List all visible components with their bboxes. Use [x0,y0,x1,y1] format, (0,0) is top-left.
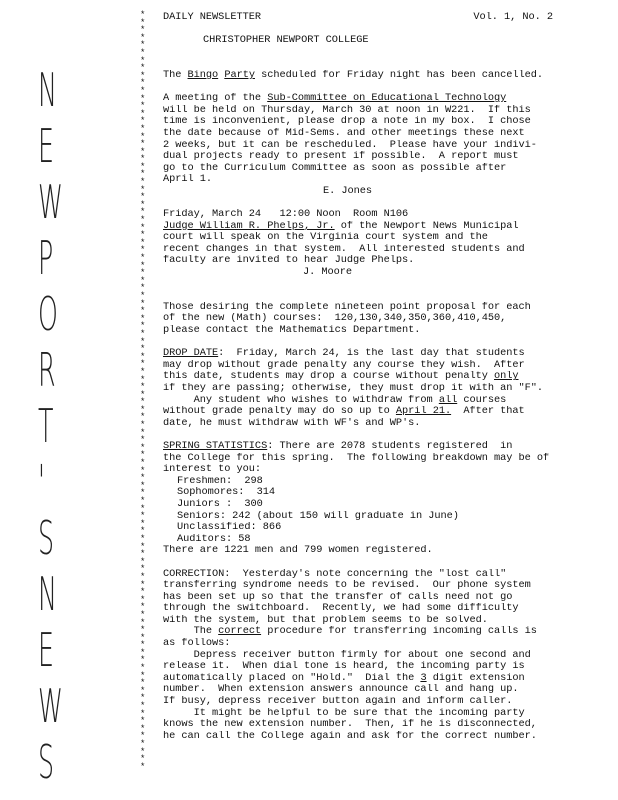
newsletter-body [163,12,603,742]
stats-item: Juniors : 300 [177,498,263,510]
margin-asterisk: * [140,754,146,765]
side-title-letter: W [38,679,64,733]
margin-asterisk: * [140,533,146,544]
margin-asterisk: * [140,237,146,248]
margin-asterisk: * [140,465,146,476]
side-title-letter: W [38,175,64,229]
margin-asterisk: * [140,131,146,142]
margin-asterisk: * [140,564,146,575]
margin-asterisk: * [140,139,146,150]
margin-asterisk: * [140,739,146,749]
stats-item: Auditors: 58 [177,533,251,545]
margin-asterisk: * [140,587,146,598]
margin-asterisk: * [140,625,146,636]
margin-asterisk: * [140,184,146,195]
margin-asterisk: * [140,640,146,651]
side-title-letter: P [38,231,54,285]
margin-asterisk: * [140,609,146,620]
side-title-letter: ' [38,455,45,509]
margin-asterisk: * [140,670,146,681]
margin-asterisk: * [140,723,146,734]
margin-asterisk: * [140,412,146,423]
side-title-letter: E [38,119,54,173]
margin-asterisk: * [140,313,146,324]
meeting-signature: E. Jones [323,185,373,197]
margin-asterisk: * [140,761,146,772]
side-title-letter: O [38,287,58,341]
margin-asterisk: * [140,678,146,689]
margin-asterisk: * [140,85,146,96]
margin-asterisk: * [140,397,146,408]
side-title-letter: N [38,63,57,117]
side-title-letter: R [38,343,56,397]
margin-asterisk: * [140,93,146,104]
spring-statistics: SPRING STATISTICS: There are 2078 students registered in the College for this spring. The following breakdown may be of interest to you: Freshmen: 298 Sophomores: 314 Juniors : 300 Seniors: 242 (about 150 will graduate in June) Unclassified: 866 Auditors: 58 There are 1221 men and 799 women registered. [163,441,603,557]
margin-asterisk: * [140,602,146,613]
margin-asterisk: * [140,420,146,431]
margin-asterisk: * [140,404,146,415]
margin-asterisk: * [140,647,146,658]
margin-asterisk: * [140,655,146,666]
margin-asterisk: * [140,199,146,210]
margin-asterisk: * [140,731,146,742]
margin-asterisk: * [140,556,146,567]
margin-asterisk: * [140,450,146,461]
stats-item: Seniors: 242 (about 150 will graduate in June) [177,510,459,522]
volume-number: Vol. 1, No. 2 [473,12,553,23]
margin-asterisk: * [140,442,146,453]
margin-asterisk: * [140,154,146,165]
margin-asterisk: * [140,55,146,66]
margin-asterisk: * [140,549,146,560]
margin-asterisk: * [140,161,146,172]
margin-asterisk: * [140,146,146,157]
margin-asterisk: * [140,169,146,180]
margin-asterisk: * [140,215,146,226]
margin-asterisk: * [140,496,146,506]
margin-asterisk: * [140,663,146,674]
side-title-letter: S [38,735,55,789]
margin-asterisk: * [140,351,146,362]
margin-asterisk-column [140,12,150,771]
margin-asterisk: * [140,283,146,294]
margin-asterisk: * [140,359,146,370]
side-title-letter: T [38,399,54,453]
side-title-letter: N [38,567,57,621]
margin-asterisk: * [140,321,146,332]
margin-asterisk: * [140,579,146,590]
margin-asterisk: * [140,571,146,582]
margin-asterisk: * [140,693,146,704]
margin-asterisk: * [140,617,146,628]
margin-asterisk: * [140,101,146,112]
margin-asterisk: * [140,78,146,89]
stats-item: Freshmen: 298 [177,475,263,487]
phelps-signature: J. Moore [303,267,353,279]
side-title-letter: S [38,511,55,565]
margin-asterisk: * [140,435,146,446]
margin-asterisk: * [140,32,146,43]
margin-asterisk: * [140,306,146,317]
margin-asterisk: * [140,632,146,643]
margin-asterisk: * [140,253,146,263]
margin-asterisk: * [140,685,146,696]
margin-asterisk: * [140,488,146,499]
margin-asterisk: * [140,511,146,522]
margin-asterisk: * [140,116,146,127]
margin-asterisk: * [140,260,146,271]
margin-asterisk: * [140,503,146,514]
margin-asterisk: * [140,230,146,241]
margin-asterisk: * [140,708,146,719]
margin-asterisk: * [140,344,146,355]
newsletter-name: DAILY NEWSLETTER [163,12,262,23]
margin-asterisk: * [140,290,146,301]
math-notice: Those desiring the complete nineteen point proposal for each of the new (Math) courses: 120,130,340,350,360,410,450, please contact the Mathematics Department. [163,301,531,337]
stats-item: Sophomores: 314 [177,487,276,499]
meeting-notice: A meeting of the Sub-Committee on Educational Technology will be held on Thursday, March 30 at noon in W221. If this time is inconvenient, please drop a note in my box. I chose the date because of Mid-Sems. and other meetings these next 2 weeks, but it can be rescheduled. Please have your indivi- dual projects ready to present if possible. A report must go to the Curriculum Committee as soon as possible after April 1. E. Jones [163,93,603,197]
margin-asterisk: * [140,701,146,712]
margin-asterisk: * [140,366,146,377]
margin-asterisk: * [140,222,146,233]
margin-asterisk: * [140,716,146,727]
margin-asterisk: * [140,541,146,552]
margin-asterisk: * [140,25,146,36]
margin-asterisk: * [140,17,146,28]
margin-asterisk: * [140,518,146,529]
margin-asterisk: * [140,427,146,438]
margin-asterisk: * [140,594,146,605]
margin-asterisk: * [140,374,146,385]
side-title-letter: E [38,623,54,677]
margin-asterisk: * [140,47,146,58]
margin-asterisk: * [140,298,146,309]
judge-phelps-notice: Friday, March 24 12:00 Noon Room N106 Judge William R. Phelps, Jr. of the Newport News Municipal court will speak on the Virginia court system and the recent changes in that system. All interested students and faculty are invited to hear Judge Phelps. J. Moore [163,209,603,279]
margin-asterisk: * [140,458,146,469]
margin-asterisk: * [140,268,146,279]
margin-asterisk: * [140,389,146,400]
margin-asterisk: * [140,40,146,51]
college-name: CHRISTOPHER NEWPORT COLLEGE [203,35,369,47]
margin-asterisk: * [140,275,146,286]
margin-asterisk: * [140,177,146,188]
margin-asterisk: * [140,526,146,537]
margin-asterisk: * [140,207,146,218]
margin-asterisk: * [140,70,146,81]
margin-asterisk: * [140,192,146,203]
margin-asterisk: * [140,123,146,134]
side-title-newports-news [38,62,98,790]
masthead-row [163,12,553,24]
margin-asterisk: * [140,10,146,20]
margin-asterisk: * [140,473,146,484]
margin-asterisk: * [140,245,146,256]
drop-date-notice: DROP DATE: Friday, March 24, is the last day that students may drop without grade penalty any course they wish. After this date, students may drop a course without penalty only if they are passing; otherwise, they must drop it with an "F". Any student who wishes to withdraw from all courses without grade penalty may do so up to April 21. After that date, he must withdraw with WF's and WP's. [163,348,544,429]
margin-asterisk: * [140,480,146,491]
bingo-notice: The Bingo Party scheduled for Friday night has been cancelled. [163,69,544,81]
correction-notice: CORRECTION: Yesterday's note concerning the "lost call" transferring syndrome needs to be revised. Our phone system has been set up so that the transfer of calls need not go through the switchboard. Recently, we had some difficulty with the system, but that problem seems to be solved. The correct procedure for transferring incoming calls is as follows: Depress receiver button firmly for about one second and release it. When dial tone is heard, the incoming party is automatically placed on "Hold." Dial the 3 digit extension number. When extension answers announce call and hang up. If busy, depress receiver button again and inform caller. It might be helpful to be sure that the incoming party knows the new extension number. Then, if he is disconnected, he can call the College again and ask for the correct number. [163,568,537,742]
margin-asterisk: * [140,108,146,119]
margin-asterisk: * [140,336,146,347]
margin-asterisk: * [140,328,146,339]
margin-asterisk: * [140,63,146,74]
margin-asterisk: * [140,746,146,757]
margin-asterisk: * [140,382,146,393]
stats-item: Unclassified: 866 [177,522,282,534]
